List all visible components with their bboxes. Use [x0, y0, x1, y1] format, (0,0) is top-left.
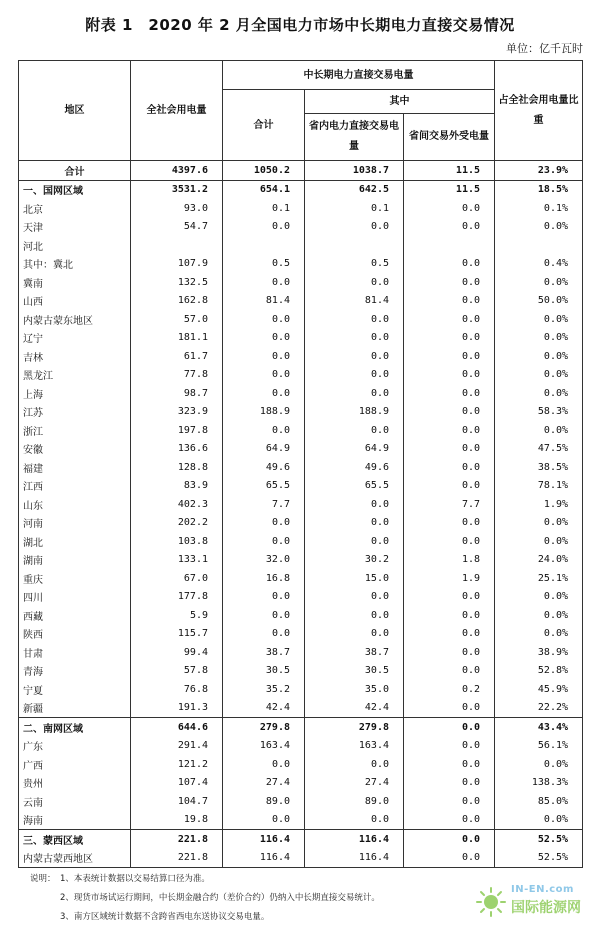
- unit-label: 单位：亿千瓦时: [506, 42, 583, 55]
- total-trade-cell: 116.4: [223, 830, 305, 849]
- header-of-which: 其中: [305, 90, 495, 114]
- total-trade-cell: [223, 236, 305, 255]
- table-row: [19, 236, 583, 255]
- ratio-cell: 0.0%: [495, 606, 583, 625]
- ratio-cell: 0.0%: [495, 532, 583, 551]
- table-row: [19, 774, 583, 793]
- table-row: [19, 643, 583, 662]
- notes: [30, 870, 380, 927]
- inter-trade-cell: 0.0: [404, 366, 495, 385]
- consumption-cell: 115.7: [131, 625, 223, 644]
- ratio-cell: 0.0%: [495, 273, 583, 292]
- inter-trade-cell: 0.0: [404, 532, 495, 551]
- consumption-cell: 83.9: [131, 477, 223, 496]
- region-cell: 天津: [19, 218, 131, 237]
- inter-trade-cell: 0.0: [404, 421, 495, 440]
- ratio-cell: 52.8%: [495, 662, 583, 681]
- intra-trade-cell: 116.4: [305, 849, 404, 868]
- inter-trade-cell: 0.0: [404, 662, 495, 681]
- consumption-cell: 181.1: [131, 329, 223, 348]
- intra-trade-cell: 1038.7: [305, 161, 404, 181]
- total-trade-cell: 89.0: [223, 792, 305, 811]
- total-trade-cell: 163.4: [223, 737, 305, 756]
- total-trade-cell: 0.1: [223, 199, 305, 218]
- consumption-cell: 221.8: [131, 849, 223, 868]
- region-cell: 甘肃: [19, 643, 131, 662]
- ratio-cell: 43.4%: [495, 718, 583, 737]
- ratio-cell: 45.9%: [495, 680, 583, 699]
- total-trade-cell: 0.0: [223, 310, 305, 329]
- intra-trade-cell: 0.1: [305, 199, 404, 218]
- intra-trade-cell: 0.0: [305, 625, 404, 644]
- region-cell: 陕西: [19, 625, 131, 644]
- inter-trade-cell: 11.5: [404, 180, 495, 199]
- total-trade-cell: 30.5: [223, 662, 305, 681]
- total-trade-cell: 654.1: [223, 180, 305, 199]
- ratio-cell: [495, 236, 583, 255]
- total-trade-cell: 0.0: [223, 811, 305, 830]
- grid-summary-row: [19, 830, 583, 849]
- table-row: [19, 477, 583, 496]
- inter-trade-cell: [404, 236, 495, 255]
- total-trade-cell: 0.0: [223, 366, 305, 385]
- inter-trade-cell: 0.0: [404, 699, 495, 718]
- table-row: [19, 458, 583, 477]
- total-trade-cell: 64.9: [223, 440, 305, 459]
- inter-trade-cell: 0.0: [404, 830, 495, 849]
- inter-trade-cell: 0.0: [404, 292, 495, 311]
- intra-trade-cell: 0.0: [305, 347, 404, 366]
- total-trade-cell: 0.0: [223, 606, 305, 625]
- intra-trade-cell: 30.2: [305, 551, 404, 570]
- region-cell: 二、南网区域: [19, 718, 131, 737]
- total-trade-cell: 0.0: [223, 625, 305, 644]
- inter-trade-cell: 0.0: [404, 811, 495, 830]
- total-trade-cell: 116.4: [223, 849, 305, 868]
- region-cell: 吉林: [19, 347, 131, 366]
- intra-trade-cell: 0.0: [305, 384, 404, 403]
- total-trade-cell: 42.4: [223, 699, 305, 718]
- table-row: [19, 792, 583, 811]
- table-row: [19, 532, 583, 551]
- table-row: [19, 588, 583, 607]
- inter-trade-cell: 0.0: [404, 329, 495, 348]
- table-row: [19, 440, 583, 459]
- total-trade-cell: 81.4: [223, 292, 305, 311]
- total-trade-cell: 188.9: [223, 403, 305, 422]
- table-row: [19, 849, 583, 868]
- region-cell: 江苏: [19, 403, 131, 422]
- table-row: [19, 366, 583, 385]
- ratio-cell: 56.1%: [495, 737, 583, 756]
- total-trade-cell: 279.8: [223, 718, 305, 737]
- ratio-cell: 52.5%: [495, 849, 583, 868]
- intra-trade-cell: 0.0: [305, 273, 404, 292]
- table-row: [19, 680, 583, 699]
- inter-trade-cell: 11.5: [404, 161, 495, 181]
- inter-trade-cell: 0.0: [404, 588, 495, 607]
- total-trade-cell: 35.2: [223, 680, 305, 699]
- intra-trade-cell: 0.0: [305, 755, 404, 774]
- total-trade-cell: 32.0: [223, 551, 305, 570]
- inter-trade-cell: 0.0: [404, 755, 495, 774]
- intra-trade-cell: 0.0: [305, 218, 404, 237]
- inter-trade-cell: 0.0: [404, 737, 495, 756]
- table-row: [19, 606, 583, 625]
- total-trade-cell: 0.0: [223, 514, 305, 533]
- inter-trade-cell: 1.8: [404, 551, 495, 570]
- table-row: [19, 755, 583, 774]
- intra-trade-cell: 65.5: [305, 477, 404, 496]
- table-row: [19, 551, 583, 570]
- region-cell: 重庆: [19, 569, 131, 588]
- intra-trade-cell: 0.0: [305, 811, 404, 830]
- ratio-cell: 50.0%: [495, 292, 583, 311]
- intra-trade-cell: 27.4: [305, 774, 404, 793]
- intra-trade-cell: 35.0: [305, 680, 404, 699]
- region-cell: 河北: [19, 236, 131, 255]
- table-row: [19, 292, 583, 311]
- region-cell: 上海: [19, 384, 131, 403]
- total-trade-cell: 0.5: [223, 255, 305, 274]
- intra-trade-cell: 49.6: [305, 458, 404, 477]
- consumption-cell: 202.2: [131, 514, 223, 533]
- ratio-cell: 0.4%: [495, 255, 583, 274]
- intra-trade-cell: 0.0: [305, 606, 404, 625]
- inter-trade-cell: 0.0: [404, 774, 495, 793]
- consumption-cell: [131, 236, 223, 255]
- region-cell: 黑龙江: [19, 366, 131, 385]
- header-midlong-trade: 中长期电力直接交易电量: [223, 61, 495, 90]
- region-cell: 山西: [19, 292, 131, 311]
- header-intra-province: 省内电力直接交易电量: [305, 114, 404, 161]
- inter-trade-cell: 0.0: [404, 625, 495, 644]
- intra-trade-cell: 642.5: [305, 180, 404, 199]
- intra-trade-cell: 0.0: [305, 366, 404, 385]
- consumption-cell: 67.0: [131, 569, 223, 588]
- ratio-cell: 0.0%: [495, 329, 583, 348]
- region-cell: 北京: [19, 199, 131, 218]
- consumption-cell: 162.8: [131, 292, 223, 311]
- table-row: [19, 514, 583, 533]
- ratio-cell: 58.3%: [495, 403, 583, 422]
- ratio-cell: 1.9%: [495, 495, 583, 514]
- note-item: 2、现货市场试运行期间，中长期金融合约（差价合约）仍纳入中长期直接交易统计。: [60, 893, 380, 903]
- table-row: [19, 384, 583, 403]
- intra-trade-cell: 89.0: [305, 792, 404, 811]
- inter-trade-cell: 0.0: [404, 643, 495, 662]
- ratio-cell: 0.0%: [495, 366, 583, 385]
- ratio-cell: 0.0%: [495, 421, 583, 440]
- inter-trade-cell: 0.0: [404, 477, 495, 496]
- watermark-logo: [475, 882, 595, 922]
- consumption-cell: 93.0: [131, 199, 223, 218]
- region-cell: 内蒙古蒙东地区: [19, 310, 131, 329]
- region-cell: 贵州: [19, 774, 131, 793]
- region-cell: 湖北: [19, 532, 131, 551]
- total-trade-cell: 0.0: [223, 588, 305, 607]
- ratio-cell: 18.5%: [495, 180, 583, 199]
- intra-trade-cell: 0.5: [305, 255, 404, 274]
- consumption-cell: 107.4: [131, 774, 223, 793]
- total-trade-cell: 7.7: [223, 495, 305, 514]
- table-row: [19, 421, 583, 440]
- inter-trade-cell: 0.0: [404, 606, 495, 625]
- consumption-cell: 177.8: [131, 588, 223, 607]
- table-row: [19, 737, 583, 756]
- consumption-cell: 5.9: [131, 606, 223, 625]
- total-trade-cell: 38.7: [223, 643, 305, 662]
- table-row: [19, 662, 583, 681]
- intra-trade-cell: 30.5: [305, 662, 404, 681]
- ratio-cell: 0.0%: [495, 514, 583, 533]
- region-cell: 一、国网区域: [19, 180, 131, 199]
- total-trade-cell: 0.0: [223, 384, 305, 403]
- consumption-cell: 3531.2: [131, 180, 223, 199]
- ratio-cell: 0.0%: [495, 625, 583, 644]
- region-cell: 西藏: [19, 606, 131, 625]
- ratio-cell: 38.9%: [495, 643, 583, 662]
- consumption-cell: 402.3: [131, 495, 223, 514]
- header-inter-province: 省间交易外受电量: [404, 114, 495, 161]
- intra-trade-cell: 38.7: [305, 643, 404, 662]
- intra-trade-cell: 0.0: [305, 588, 404, 607]
- consumption-cell: 104.7: [131, 792, 223, 811]
- grid-summary-row: [19, 718, 583, 737]
- region-cell: 福建: [19, 458, 131, 477]
- inter-trade-cell: 1.9: [404, 569, 495, 588]
- ratio-cell: 0.1%: [495, 199, 583, 218]
- region-cell: 新疆: [19, 699, 131, 718]
- ratio-cell: 24.0%: [495, 551, 583, 570]
- power-trading-table: [18, 60, 583, 868]
- consumption-cell: 77.8: [131, 366, 223, 385]
- region-cell: 海南: [19, 811, 131, 830]
- inter-trade-cell: 0.0: [404, 403, 495, 422]
- ratio-cell: 23.9%: [495, 161, 583, 181]
- region-cell: 江西: [19, 477, 131, 496]
- region-cell: 山东: [19, 495, 131, 514]
- region-cell: 其中：冀北: [19, 255, 131, 274]
- ratio-cell: 52.5%: [495, 830, 583, 849]
- table-row: [19, 625, 583, 644]
- consumption-cell: 19.8: [131, 811, 223, 830]
- ratio-cell: 0.0%: [495, 218, 583, 237]
- total-trade-cell: 0.0: [223, 347, 305, 366]
- consumption-cell: 107.9: [131, 255, 223, 274]
- total-trade-cell: 0.0: [223, 218, 305, 237]
- ratio-cell: 22.2%: [495, 699, 583, 718]
- total-trade-cell: 1050.2: [223, 161, 305, 181]
- inter-trade-cell: 0.0: [404, 384, 495, 403]
- table-row: [19, 199, 583, 218]
- ratio-cell: 85.0%: [495, 792, 583, 811]
- total-row: [19, 161, 583, 181]
- region-cell: 河南: [19, 514, 131, 533]
- intra-trade-cell: 279.8: [305, 718, 404, 737]
- inter-trade-cell: 0.0: [404, 255, 495, 274]
- inter-trade-cell: 0.0: [404, 199, 495, 218]
- region-cell: 宁夏: [19, 680, 131, 699]
- table-row: [19, 495, 583, 514]
- ratio-cell: 0.0%: [495, 588, 583, 607]
- consumption-cell: 191.3: [131, 699, 223, 718]
- intra-trade-cell: 0.0: [305, 532, 404, 551]
- intra-trade-cell: 0.0: [305, 421, 404, 440]
- inter-trade-cell: 7.7: [404, 495, 495, 514]
- table-row: [19, 273, 583, 292]
- region-cell: 浙江: [19, 421, 131, 440]
- region-cell: 广东: [19, 737, 131, 756]
- region-cell: 冀南: [19, 273, 131, 292]
- table-row: [19, 403, 583, 422]
- consumption-cell: 54.7: [131, 218, 223, 237]
- consumption-cell: 136.6: [131, 440, 223, 459]
- page-title: 附表 1 2020 年 2 月全国电力市场中长期电力直接交易情况: [85, 16, 515, 34]
- ratio-cell: 25.1%: [495, 569, 583, 588]
- inter-trade-cell: 0.0: [404, 792, 495, 811]
- ratio-cell: 78.1%: [495, 477, 583, 496]
- ratio-cell: 0.0%: [495, 811, 583, 830]
- header-consumption: 全社会用电量: [131, 61, 223, 161]
- inter-trade-cell: 0.0: [404, 440, 495, 459]
- table-row: [19, 569, 583, 588]
- total-trade-cell: 0.0: [223, 329, 305, 348]
- note-row: [30, 908, 380, 927]
- watermark-domain: IN-EN.com: [511, 884, 574, 895]
- ratio-cell: 0.0%: [495, 755, 583, 774]
- total-trade-cell: 0.0: [223, 273, 305, 292]
- header-region: 地区: [19, 61, 131, 161]
- ratio-cell: 38.5%: [495, 458, 583, 477]
- consumption-cell: 132.5: [131, 273, 223, 292]
- inter-trade-cell: 0.0: [404, 514, 495, 533]
- region-cell: 辽宁: [19, 329, 131, 348]
- table-row: [19, 255, 583, 274]
- note-item: 3、南方区域统计数据不含跨省西电东送协议交易电量。: [60, 912, 270, 922]
- inter-trade-cell: 0.0: [404, 273, 495, 292]
- table-header: [19, 61, 583, 161]
- total-trade-cell: 49.6: [223, 458, 305, 477]
- consumption-cell: 76.8: [131, 680, 223, 699]
- table-body: [19, 161, 583, 868]
- intra-trade-cell: [305, 236, 404, 255]
- table-row: [19, 811, 583, 830]
- intra-trade-cell: 0.0: [305, 495, 404, 514]
- consumption-cell: 644.6: [131, 718, 223, 737]
- table-row: [19, 347, 583, 366]
- total-trade-cell: 0.0: [223, 755, 305, 774]
- inter-trade-cell: 0.0: [404, 718, 495, 737]
- consumption-cell: 57.0: [131, 310, 223, 329]
- inter-trade-cell: 0.0: [404, 458, 495, 477]
- inter-trade-cell: 0.0: [404, 849, 495, 868]
- region-cell: 三、蒙西区域: [19, 830, 131, 849]
- region-cell: 广西: [19, 755, 131, 774]
- intra-trade-cell: 42.4: [305, 699, 404, 718]
- total-trade-cell: 0.0: [223, 532, 305, 551]
- consumption-cell: 98.7: [131, 384, 223, 403]
- ratio-cell: 0.0%: [495, 384, 583, 403]
- region-cell: 青海: [19, 662, 131, 681]
- intra-trade-cell: 163.4: [305, 737, 404, 756]
- intra-trade-cell: 0.0: [305, 310, 404, 329]
- intra-trade-cell: 0.0: [305, 329, 404, 348]
- total-trade-cell: 0.0: [223, 421, 305, 440]
- ratio-cell: 0.0%: [495, 310, 583, 329]
- ratio-cell: 0.0%: [495, 347, 583, 366]
- intra-trade-cell: 15.0: [305, 569, 404, 588]
- sun-logo-icon: [475, 886, 507, 918]
- consumption-cell: 291.4: [131, 737, 223, 756]
- region-cell: 安徽: [19, 440, 131, 459]
- note-row: [30, 870, 380, 889]
- region-cell: 云南: [19, 792, 131, 811]
- note-row: [30, 889, 380, 908]
- consumption-cell: 323.9: [131, 403, 223, 422]
- consumption-cell: 128.8: [131, 458, 223, 477]
- consumption-cell: 197.8: [131, 421, 223, 440]
- table-row: [19, 699, 583, 718]
- note-item: 1、本表统计数据以交易结算口径为准。: [60, 874, 210, 884]
- table-row: [19, 329, 583, 348]
- ratio-cell: 47.5%: [495, 440, 583, 459]
- total-trade-cell: 27.4: [223, 774, 305, 793]
- intra-trade-cell: 188.9: [305, 403, 404, 422]
- notes-label: 说明：: [30, 874, 56, 884]
- grid-summary-row: [19, 180, 583, 199]
- inter-trade-cell: 0.0: [404, 310, 495, 329]
- intra-trade-cell: 0.0: [305, 514, 404, 533]
- consumption-cell: 133.1: [131, 551, 223, 570]
- consumption-cell: 121.2: [131, 755, 223, 774]
- header-ratio: 占全社会用电量比重: [495, 61, 583, 161]
- region-cell: 内蒙古蒙西地区: [19, 849, 131, 868]
- ratio-cell: 138.3%: [495, 774, 583, 793]
- consumption-cell: 57.8: [131, 662, 223, 681]
- header-total: 合计: [223, 90, 305, 161]
- consumption-cell: 99.4: [131, 643, 223, 662]
- region-cell: 四川: [19, 588, 131, 607]
- consumption-cell: 221.8: [131, 830, 223, 849]
- region-cell: 合计: [19, 161, 131, 181]
- table-row: [19, 218, 583, 237]
- total-trade-cell: 65.5: [223, 477, 305, 496]
- intra-trade-cell: 116.4: [305, 830, 404, 849]
- inter-trade-cell: 0.0: [404, 347, 495, 366]
- intra-trade-cell: 64.9: [305, 440, 404, 459]
- consumption-cell: 103.8: [131, 532, 223, 551]
- total-trade-cell: 16.8: [223, 569, 305, 588]
- table-row: [19, 310, 583, 329]
- consumption-cell: 4397.6: [131, 161, 223, 181]
- consumption-cell: 61.7: [131, 347, 223, 366]
- intra-trade-cell: 81.4: [305, 292, 404, 311]
- watermark-name: 国际能源网: [511, 900, 581, 916]
- inter-trade-cell: 0.0: [404, 218, 495, 237]
- region-cell: 湖南: [19, 551, 131, 570]
- inter-trade-cell: 0.2: [404, 680, 495, 699]
